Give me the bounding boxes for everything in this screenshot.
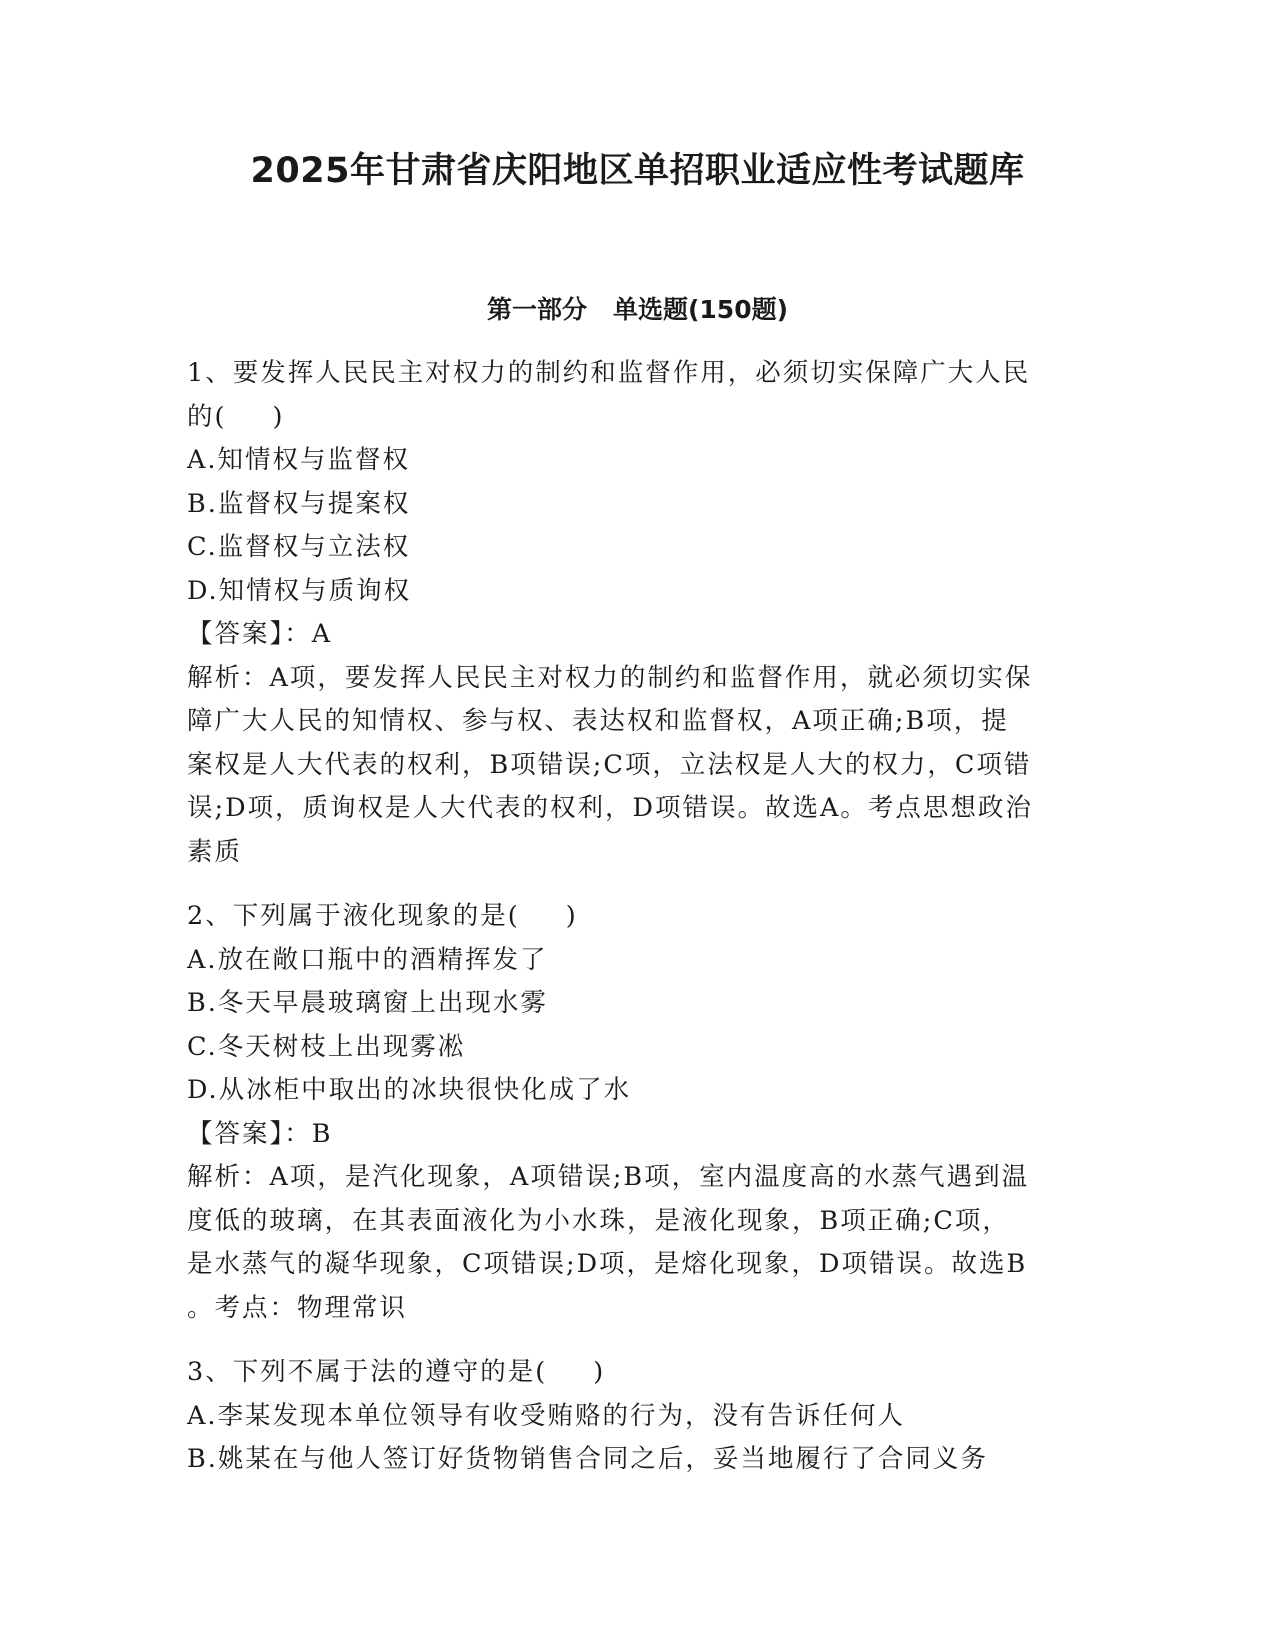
analysis-line: 误;D项，质询权是人大代表的权利，D项错误。故选A。考点思想政治 (187, 793, 1033, 823)
analysis-line: 解析：A项，要发挥人民民主对权力的制约和监督作用，就必须切实保 (187, 662, 1033, 693)
option-d: D.从冰柜中取出的冰块很快化成了水 (187, 1075, 632, 1105)
analysis-line: 案权是人大代表的权利，B项错误;C项，立法权是人大的权力，C项错 (187, 749, 1032, 780)
option-d: D.知情权与质询权 (187, 575, 412, 606)
answer-label: 【答案】： (187, 1118, 312, 1149)
answer-value: B (311, 1118, 333, 1149)
answer-label: 【答案】： (187, 619, 312, 649)
option-b: B.姚某在与他人签订好货物销售合同之后，妥当地履行了合同义务 (187, 1444, 988, 1474)
answer-line (187, 1113, 1092, 1157)
answer-value: A (311, 619, 333, 649)
question-3 (187, 1351, 1092, 1482)
question-2 (187, 895, 1092, 1330)
option-c: C.监督权与立法权 (187, 532, 411, 562)
question-stem-continued: 的( ) (187, 401, 285, 432)
analysis-line: 度低的玻璃，在其表面液化为小水珠，是液化现象，B项正确;C项， (187, 1205, 1010, 1236)
analysis-line: 。考点：物理常识 (187, 1292, 408, 1323)
section-name: 单选题(150题) (612, 295, 789, 324)
question-1 (187, 352, 1092, 874)
option-b: B.监督权与提案权 (187, 488, 411, 519)
analysis-line: 解析：A项，是汽化现象，A项错误;B项，室内温度高的水蒸气遇到温 (187, 1162, 1030, 1192)
option-c: C.冬天树枝上出现雾凇 (187, 1031, 466, 1062)
page-title: 2025年甘肃省庆阳地区单招职业适应性考试题库 (250, 151, 1025, 191)
analysis-line: 障广大人民的知情权、参与权、表达权和监督权，A项正确;B项，提 (187, 706, 1009, 736)
analysis-line: 是水蒸气的凝华现象，C项错误;D项，是熔化现象，D项错误。故选B (187, 1249, 1028, 1279)
section-heading (0, 290, 1275, 330)
option-a: A.李某发现本单位领导有收受贿赂的行为，没有告诉任何人 (187, 1400, 906, 1431)
section-part: 第一部分 (486, 295, 587, 324)
option-b: B.冬天早晨玻璃窗上出现水雾 (187, 988, 548, 1018)
question-stem: 1、要发挥人民民主对权力的制约和监督作用，必须切实保障广大人民 (187, 358, 1031, 388)
answer-line (187, 613, 1092, 657)
question-stem: 3、下列不属于法的遵守的是( ) (187, 1357, 606, 1387)
option-a: A.知情权与监督权 (187, 445, 411, 475)
option-a: A.放在敞口瓶中的酒精挥发了 (187, 944, 548, 975)
analysis-line: 素质 (187, 836, 243, 867)
question-list (187, 352, 1092, 1482)
question-stem: 2、下列属于液化现象的是( ) (187, 901, 578, 931)
